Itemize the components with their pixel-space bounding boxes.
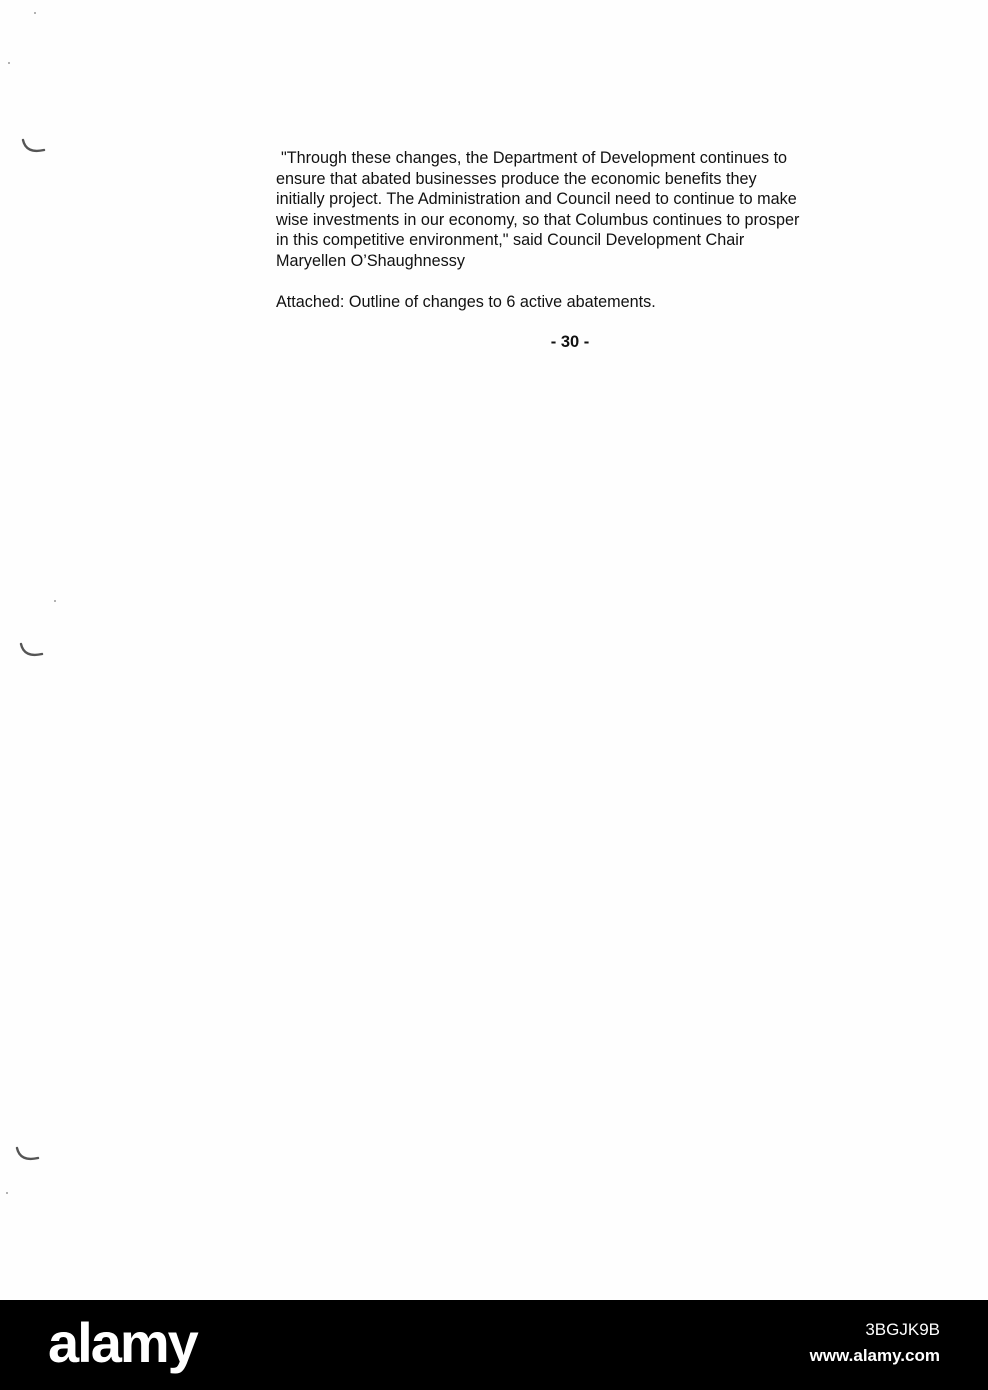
quote-line: ensure that abated businesses produce the economic benefits they xyxy=(276,169,757,188)
punch-hole-mark-top xyxy=(20,136,46,162)
quote-line: "Through these changes, the Department of Development continues to xyxy=(281,149,788,167)
site-url: www.alamy.com xyxy=(809,1346,940,1365)
scan-speck xyxy=(34,12,36,14)
image-id: 3BGJK9B xyxy=(865,1320,940,1339)
scan-speck xyxy=(8,62,10,64)
quote-line: wise investments in our economy, so that Columbus continues to prosper xyxy=(276,210,800,229)
scan-speck xyxy=(6,1192,8,1194)
quote-line: in this competitive environment," said Council Development Chair xyxy=(276,231,745,250)
quote-paragraph xyxy=(276,148,876,272)
quote-line: initially project. The Administration and Council need to continue to make xyxy=(276,190,797,209)
punch-hole-mark-bottom xyxy=(14,1144,40,1170)
alamy-logo: alamy xyxy=(48,1311,197,1374)
scan-speck xyxy=(54,600,56,602)
punch-hole-mark-middle xyxy=(18,640,44,666)
attachment-note: Attached: Outline of changes to 6 active abatements. xyxy=(276,293,656,311)
watermark-footer xyxy=(0,1300,988,1390)
page-number: - 30 - xyxy=(550,333,590,351)
quote-line: Maryellen O’Shaughnessy xyxy=(276,251,465,270)
